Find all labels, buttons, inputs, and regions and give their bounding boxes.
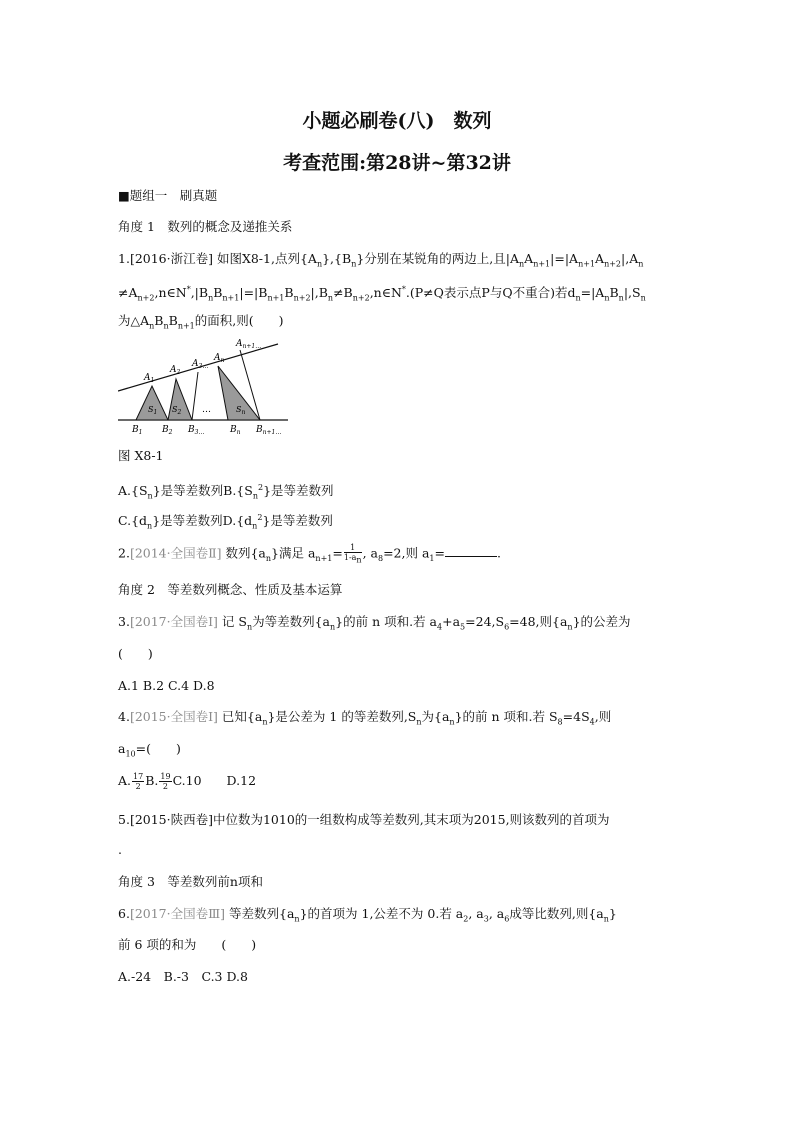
label-a1: $A_1$ [144, 373, 155, 384]
label-a3: $A_{3\dots}$ [192, 359, 209, 370]
question-6-line-1: 6.[2017·全国卷Ⅲ] 等差数列$\{a_n\}$的首项为 1,公差不为 0.若 $a_2$, $a_3$, $a_6$成等比数列,则$\{a_n\}$ [118, 906, 617, 924]
label-s1: $S_1$ [148, 405, 158, 416]
question-5-line-1: 5.[2015·陕西卷]中位数为1010的一组数构成等差数列,其末项为2015,则该数列的首项为 [118, 812, 610, 827]
source-tag: [2016·浙江卷] [129, 251, 213, 266]
label-b3: $B_{3\dots}$ [188, 425, 205, 436]
figure-x8-1 [118, 336, 298, 436]
question-4-line-2: $a_{10}=$( ) [118, 741, 181, 759]
question-3-line-1: 3.[2017·全国卷Ⅰ] 记 $S_n$为等差数列$\{a_n\}$的前 n 项和.若 $a_4+a_5=24,S_6=48$,则$\{a_n\}$的公差为 [118, 614, 631, 632]
label-an: $A_n$ [214, 353, 225, 364]
label-b1: $B_1$ [132, 425, 143, 436]
question-1-options-ab: $A.\{S_n\}$是等差数列$B.\{S_n^2\}$是等差数列 [118, 483, 334, 501]
page-title: 小题必刷卷(八) 数列 [302, 110, 492, 132]
question-5-line-2: . [118, 842, 122, 857]
question-4-line-1: 4.[2015·全国卷Ⅰ] 已知$\{a_n\}$是公差为 1 的等差数列$,S_n$为$\{a_n\}$的前 n 项和.若 $S_8=4S_4$,则 [118, 709, 612, 727]
label-s2: $S_2$ [172, 405, 182, 416]
group-heading: ■题组一 刷真题 [118, 188, 218, 203]
question-4-options: A. $\frac{17}{2}$ B. $\frac{19}{2}$ C.10 D.12 [118, 772, 257, 791]
figure-caption: 图 X8-1 [118, 448, 164, 463]
label-sn: $S_n$ [236, 405, 246, 416]
angle-heading-3: 角度 3 等差数列前n项和 [118, 874, 263, 889]
question-3-line-2: ( ) [118, 646, 153, 661]
label-dots: … [202, 405, 211, 415]
question-2: 2.[2014·全国卷Ⅱ] 数列$\{a_n\}$满足 $a_{n+1}=$ $\frac{1}{1-a_n}$ , $a_8=2$,则 $a_1=$ . [118, 543, 501, 565]
question-6-options: A.-24 B.-3 C.3 D.8 [118, 969, 248, 984]
question-1-line-1: 1.[2016·浙江卷] 如图X8-1,点列$\{A_n\},\{B_n\}$分别在某锐角的两边上,且$|A_nA_{n+1}|=|A_{n+1}A_{n+2}|,A_n$ [118, 251, 644, 269]
question-1-options-cd: $C.\{d_n\}$是等差数列$D.\{d_n^2\}$是等差数列 [118, 513, 333, 531]
angle-heading-2: 角度 2 等差数列概念、性质及基本运算 [118, 582, 343, 597]
page-subtitle: 考查范围:第28讲~第32讲 [283, 152, 511, 174]
question-6-line-2: 前 6 项的和为 ( ) [118, 937, 257, 952]
question-3-options: A.1 B.2 C.4 D.8 [118, 678, 215, 693]
answer-blank[interactable] [445, 545, 497, 557]
label-b2: $B_2$ [162, 425, 173, 436]
question-1-line-2: $\ne A_{n+2},n\in N^*,|B_nB_{n+1}|=|B_{n+1}B_{n+2}|,B_n\ne B_{n+2},n\in N^*.(P\ne Q$表示点P与Q不重合)若$d_n=|A_nB_n|,S_n$ [118, 285, 646, 303]
question-1-line-3: 为$\triangle A_nB_nB_{n+1}$的面积,则( ) [118, 313, 284, 331]
label-bn1: $B_{n+1\dots}$ [256, 425, 282, 436]
label-bn: $B_n$ [230, 425, 241, 436]
angle-heading-1: 角度 1 数列的概念及递推关系 [118, 219, 293, 234]
label-a2: $A_2$ [170, 365, 181, 376]
label-an1: $A_{n+1\dots}$ [236, 339, 262, 350]
